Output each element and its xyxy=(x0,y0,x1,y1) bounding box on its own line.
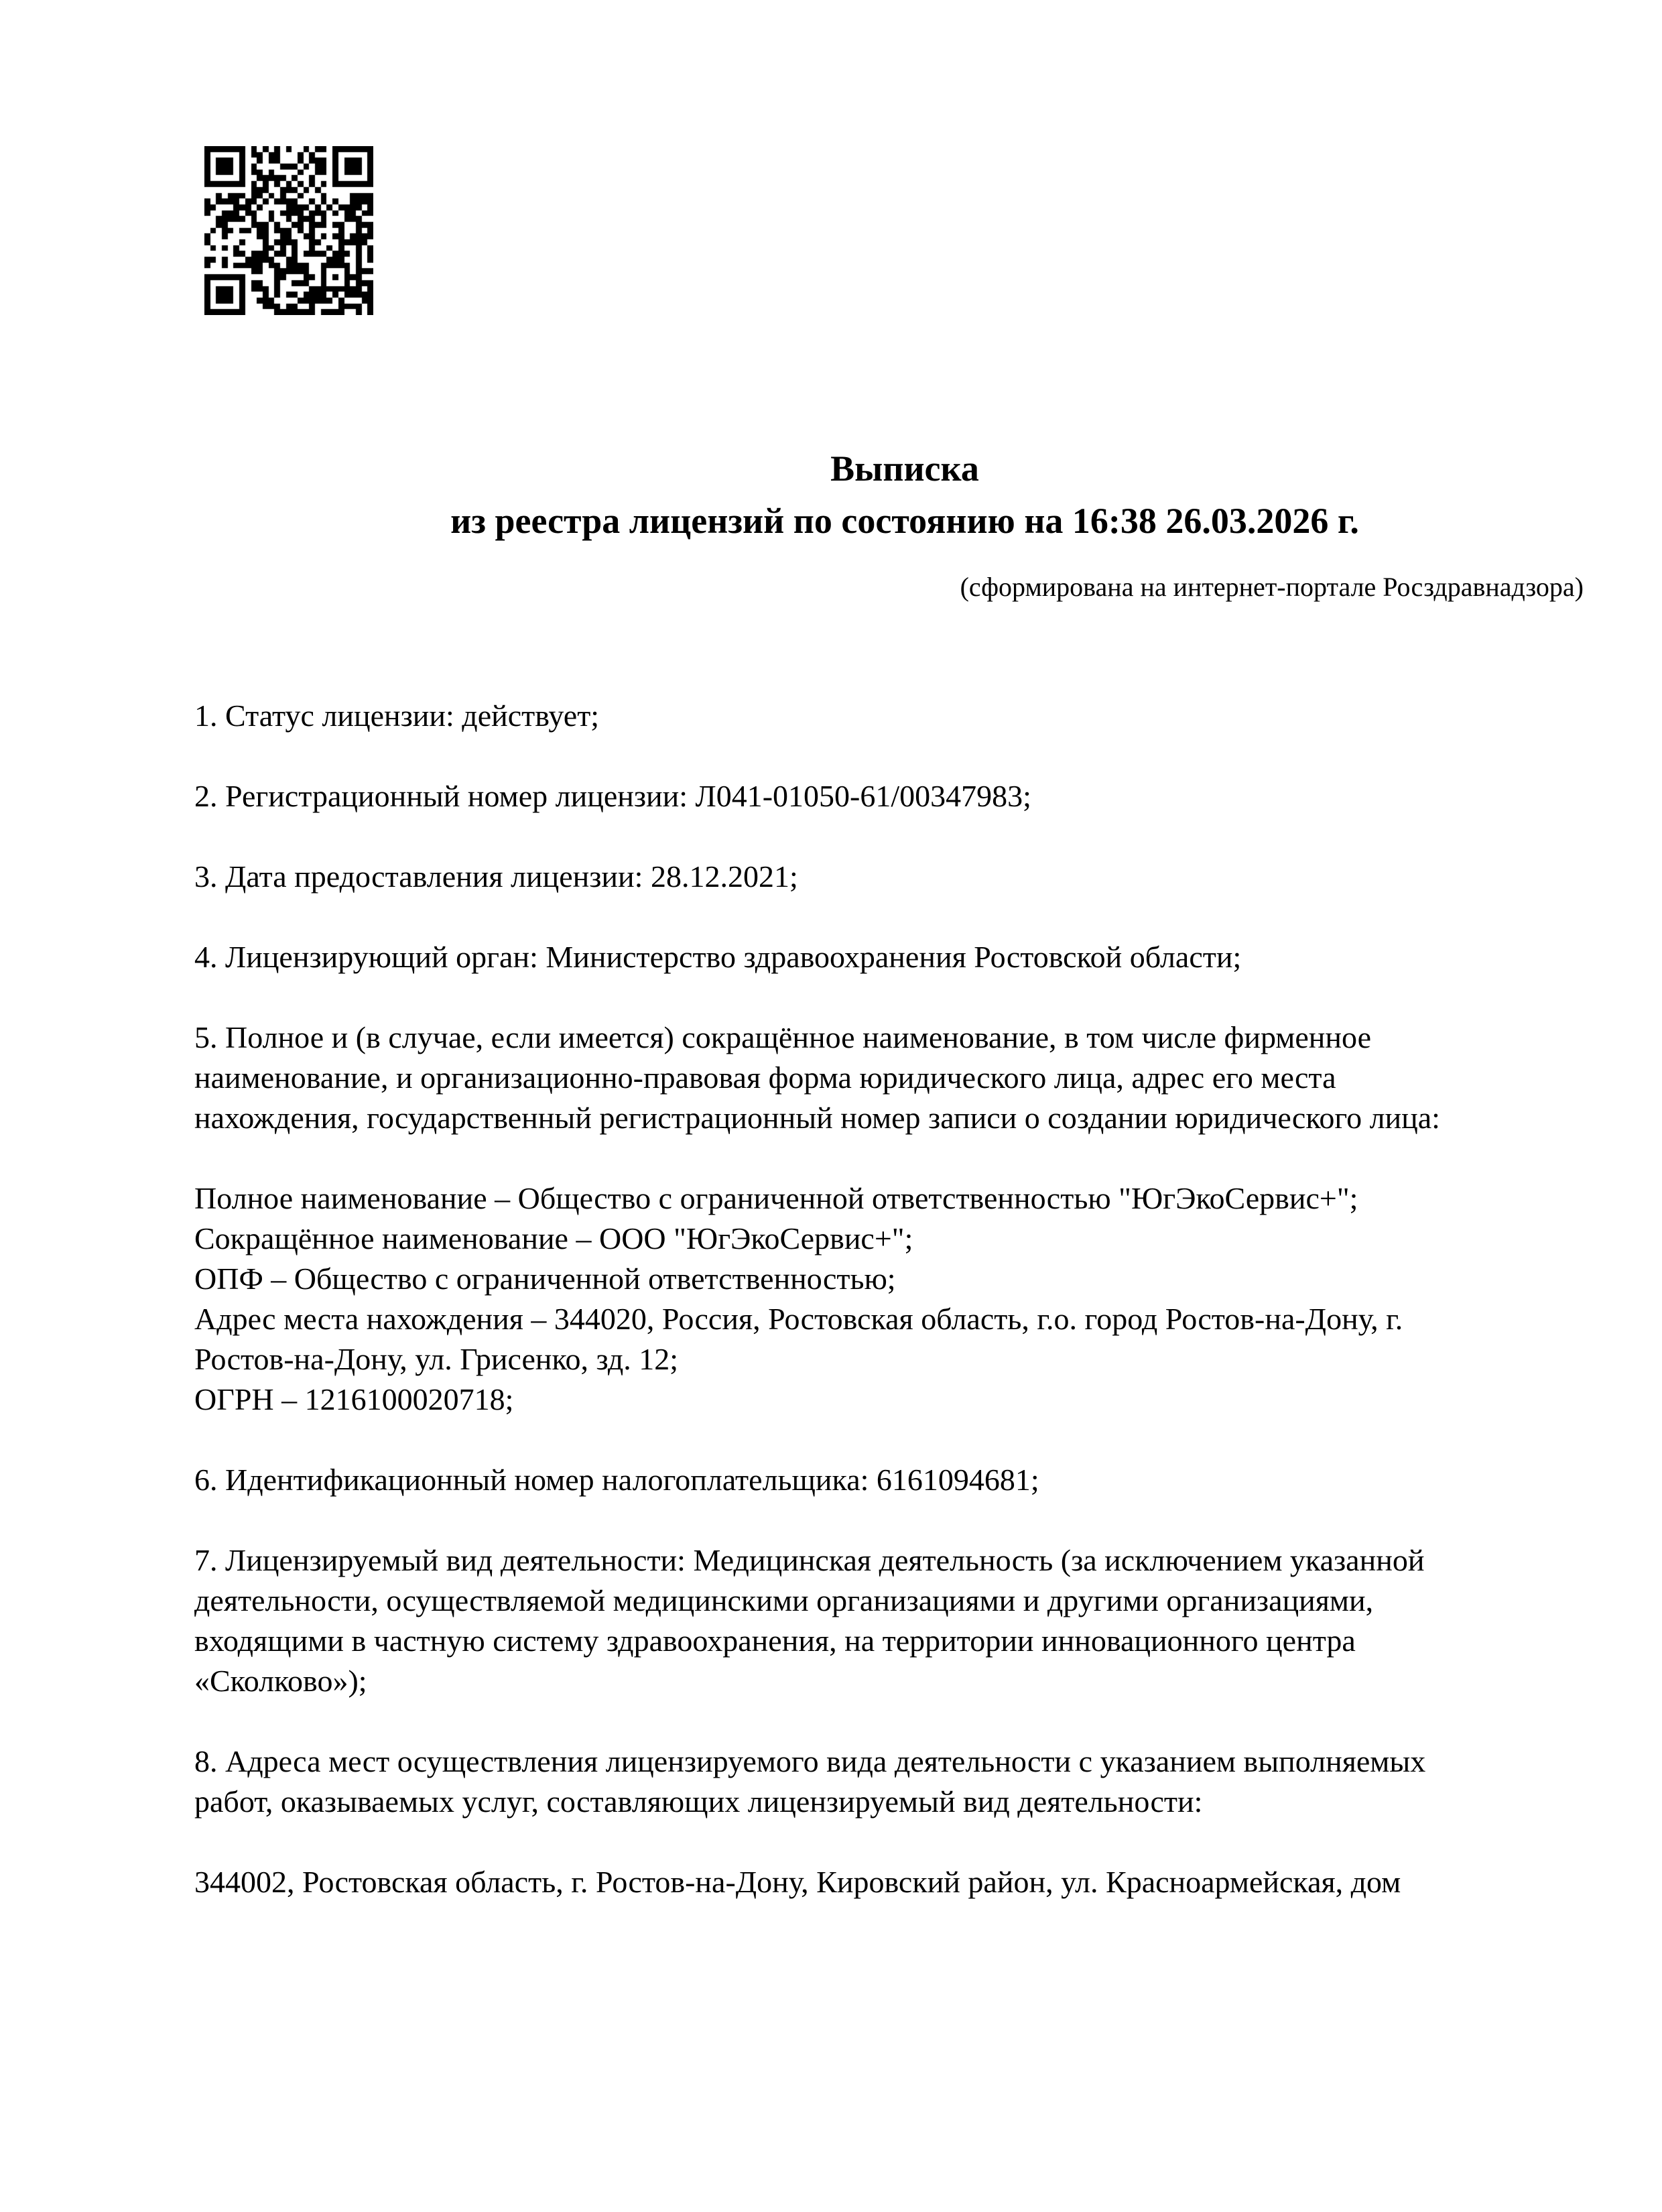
item-7-licensed-activity xyxy=(194,1540,1622,1701)
text-line: Полное наименование – Общество с ограниченной ответственностью "ЮгЭкоСервис+"; xyxy=(194,1181,1358,1215)
text-line: Адрес места нахождения – 344020, Россия, Ростовская область, г.о. город Ростов-на-Дону, г. xyxy=(194,1302,1403,1336)
item-2-registration-number xyxy=(194,776,1622,816)
item-3-grant-date xyxy=(194,857,1622,897)
item-8-address-1 xyxy=(194,1862,1622,1902)
text-line: 2. Регистрационный номер лицензии: Л041-01050-61/00347983; xyxy=(194,779,1031,813)
text-line: Ростов-на-Дону, ул. Грисенко, зд. 12; xyxy=(194,1342,679,1376)
text-line: Сокращённое наименование – ООО "ЮгЭкоСервис+"; xyxy=(194,1221,913,1255)
qr-code-icon xyxy=(204,146,373,315)
document-subtitle: (сформирована на интернет-портале Росздравнадзора) xyxy=(960,572,1584,602)
item-4-licensing-authority xyxy=(194,937,1622,977)
document-body xyxy=(194,696,1622,1943)
item-1-license-status xyxy=(194,696,1622,736)
text-line: работ, оказываемых услуг, составляющих лицензируемый вид деятельности: xyxy=(194,1784,1203,1819)
document-title-line-1: Выписка xyxy=(830,448,979,489)
text-line: 7. Лицензируемый вид деятельности: Медицинская деятельность (за исключением указанной xyxy=(194,1543,1425,1577)
text-line: «Сколково»); xyxy=(194,1664,367,1698)
document-title xyxy=(194,442,1615,547)
text-line: 5. Полное и (в случае, если имеется) сокращённое наименование, в том числе фирменное xyxy=(194,1020,1371,1054)
text-line: нахождения, государственный регистрационный номер записи о создании юридического лица: xyxy=(194,1101,1440,1135)
text-line: ОГРН – 1216100020718; xyxy=(194,1382,514,1416)
text-line: 1. Статус лицензии: действует; xyxy=(194,698,600,733)
item-5-legal-entity-details xyxy=(194,1178,1622,1420)
text-line: 8. Адреса мест осуществления лицензируемого вида деятельности с указанием выполняемых xyxy=(194,1744,1426,1778)
text-line: входящими в частную систему здравоохранения, на территории инновационного центра xyxy=(194,1623,1356,1658)
text-line: 6. Идентификационный номер налогоплательщика: 6161094681; xyxy=(194,1463,1039,1497)
text-line: деятельности, осуществляемой медицинскими организациями и другими организациями, xyxy=(194,1583,1374,1617)
text-line: 3. Дата предоставления лицензии: 28.12.2021; xyxy=(194,859,798,894)
item-5-legal-entity-intro xyxy=(194,1018,1622,1138)
text-line: ОПФ – Общество с ограниченной ответственностью; xyxy=(194,1262,896,1296)
text-line: наименование, и организационно-правовая форма юридического лица, адрес его места xyxy=(194,1060,1336,1095)
text-line: 4. Лицензирующий орган: Министерство здравоохранения Ростовской области; xyxy=(194,940,1242,974)
document-title-line-2: из реестра лицензий по состоянию на 16:38 26.03.2026 г. xyxy=(450,501,1359,541)
item-6-taxpayer-number xyxy=(194,1460,1622,1500)
text-line: 344002, Ростовская область, г. Ростов-на-Дону, Кировский район, ул. Красноармейская, дом xyxy=(194,1865,1401,1899)
item-8-activity-addresses-intro xyxy=(194,1741,1622,1822)
